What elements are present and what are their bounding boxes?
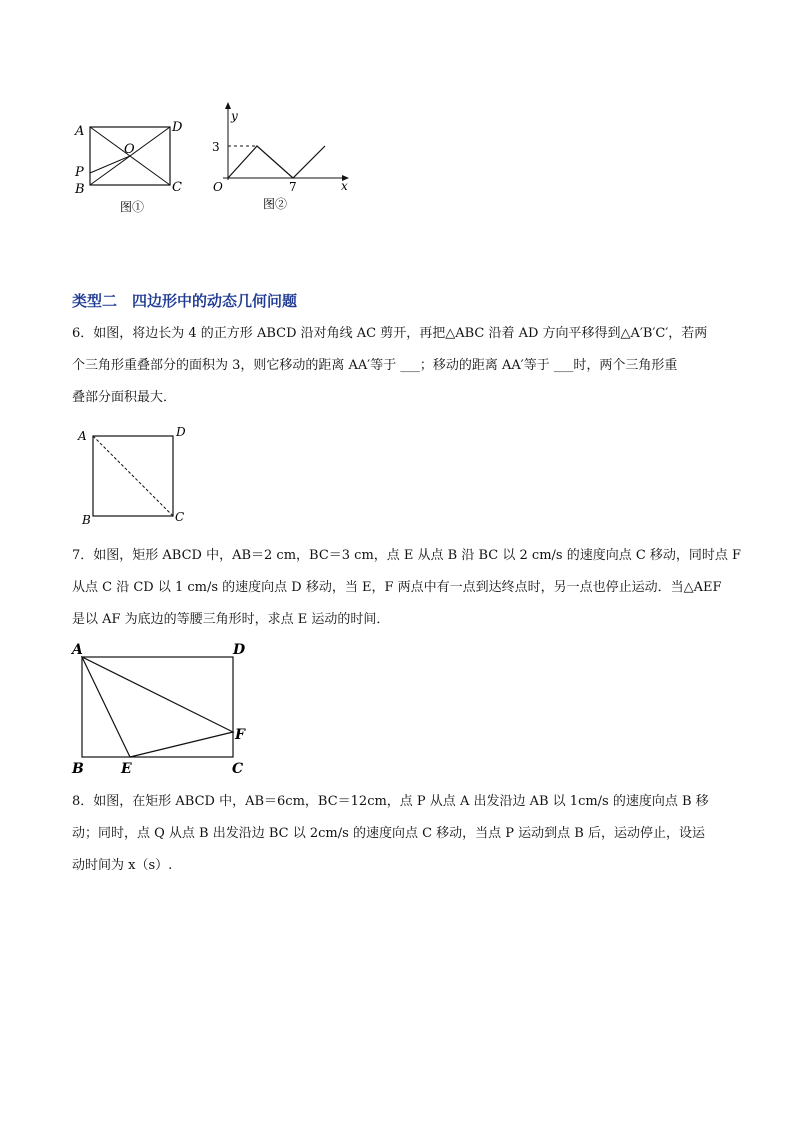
q7-label-e: E bbox=[121, 761, 132, 777]
fig2-caption: 图② bbox=[263, 197, 288, 211]
fig2-axis-x-label: x bbox=[341, 179, 348, 193]
fig1-label-a: A bbox=[75, 124, 85, 139]
question-7-line: 是以 AF 为底边的等腰三角形时，求点 E 运动的时间． bbox=[72, 612, 390, 627]
fig2-y-arrow bbox=[225, 102, 231, 109]
q6-label-d: D bbox=[176, 425, 186, 439]
fig1-label-d: D bbox=[172, 120, 183, 135]
fig1-label-p: P bbox=[75, 165, 84, 180]
q6-label-a: A bbox=[78, 429, 87, 443]
fig1-caption: 图① bbox=[120, 200, 145, 214]
question-8-line: 动；同时，点 Q 从点 B 出发沿边 BC 以 2cm/s 的速度向点 C 移动，当点 P 运动到点 B 后，运动停止，设运 bbox=[72, 826, 705, 841]
question-7-line: 从点 C 沿 CD 以 1 cm/s 的速度向点 D 移动，当 E，F 两点中有一点到达终点时，另一点也停止运动．当△AEF bbox=[72, 580, 722, 595]
q6-label-b: B bbox=[82, 513, 91, 527]
question-8-line: 动时间为 x（s）. bbox=[72, 858, 173, 873]
fig2-tick-x-label: 7 bbox=[289, 180, 297, 194]
q6-label-c: C bbox=[175, 510, 185, 524]
question-6-line: 个三角形重叠部分的面积为 3，则它移动的距离 AA′等于 ___；移动的距离 AA′等于 ___时，两个三角形重 bbox=[72, 358, 678, 373]
question-8-text bbox=[72, 786, 727, 882]
question-7-figure bbox=[70, 640, 260, 780]
fig2-origin-label: O bbox=[213, 180, 223, 194]
q7-label-f: F bbox=[235, 727, 245, 743]
fig2-graph-line bbox=[228, 146, 325, 178]
q7-label-a: A bbox=[72, 642, 83, 658]
q7-triangle-aef bbox=[82, 657, 233, 757]
figure-2 bbox=[205, 100, 355, 220]
q7-rectangle bbox=[82, 657, 233, 757]
q6-diagonal-ac bbox=[93, 436, 173, 516]
q7-label-c: C bbox=[232, 761, 244, 777]
q7-label-b: B bbox=[72, 761, 84, 777]
fig1-label-b: B bbox=[75, 182, 85, 197]
fig1-label-o: O bbox=[124, 142, 135, 157]
question-6-text bbox=[72, 318, 727, 414]
fig1-label-c: C bbox=[172, 180, 182, 195]
question-6-line: 6．如图，将边长为 4 的正方形 ABCD 沿对角线 AC 剪开，再把△ABC 沿着 AD 方向平移得到△A′B′C′，若两 bbox=[72, 326, 708, 341]
question-7-line: 7．如图，矩形 ABCD 中，AB＝2 cm，BC＝3 cm，点 E 从点 B 沿 BC 以 2 cm/s 的速度向点 C 移动，同时点 F bbox=[72, 548, 742, 563]
q7-label-d: D bbox=[233, 642, 246, 658]
figure-1 bbox=[70, 115, 200, 220]
section-title: 类型二 四边形中的动态几何问题 bbox=[72, 292, 298, 310]
question-7-text bbox=[72, 540, 742, 636]
question-6-line: 叠部分面积最大． bbox=[72, 390, 177, 405]
fig2-tick-y-label: 3 bbox=[212, 140, 220, 154]
question-6-figure bbox=[72, 422, 202, 532]
question-8-line: 8．如图，在矩形 ABCD 中，AB＝6cm，BC＝12cm，点 P 从点 A 出发沿边 AB 以 1cm/s 的速度向点 B 移 bbox=[72, 794, 709, 809]
fig2-axis-y-label: y bbox=[231, 109, 238, 123]
